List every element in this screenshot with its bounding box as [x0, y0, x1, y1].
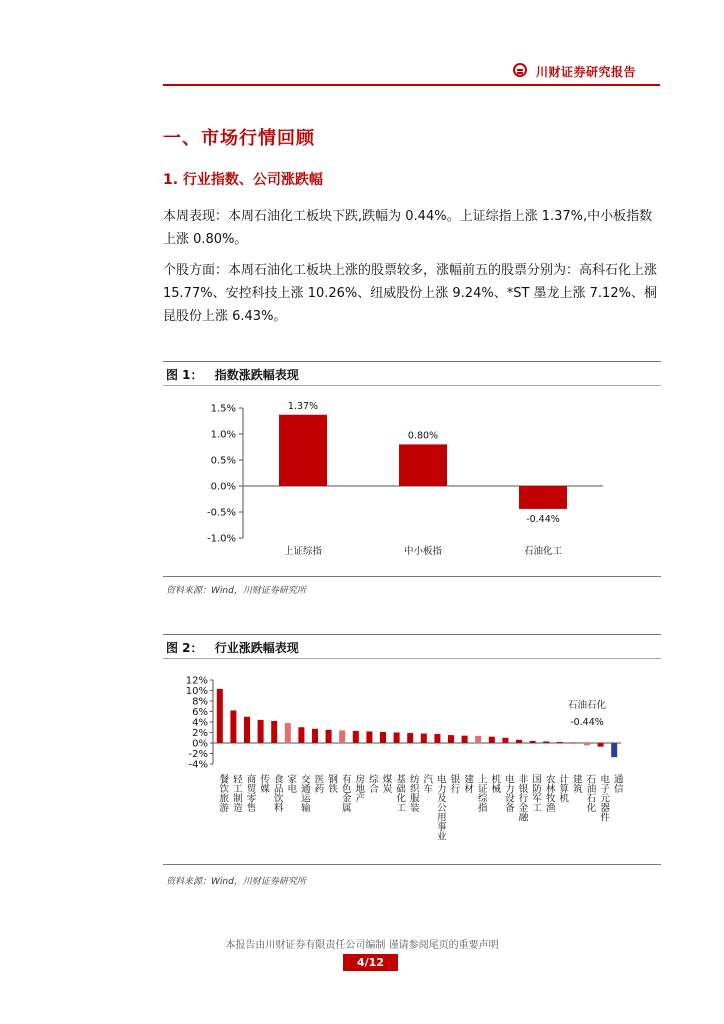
category-label: 医药	[312, 774, 324, 793]
category-label: 建材	[462, 774, 474, 793]
figure1-bottom-rule	[163, 576, 661, 577]
bar-有色金属	[339, 730, 345, 743]
bar-上证综指	[475, 736, 481, 743]
y-tick-label: -2%	[188, 749, 208, 760]
y-tick-label: 1.5%	[210, 403, 236, 415]
category-label: 商贸零售	[244, 774, 256, 812]
category-label: 上证综指	[283, 546, 323, 557]
y-tick-label: 0.0%	[210, 481, 236, 493]
category-label: 电力及公用事业	[434, 774, 446, 841]
bar-中小板指	[399, 444, 447, 486]
annotation-value: -0.44%	[570, 717, 604, 728]
category-label: 汽车	[421, 774, 433, 793]
figure1-top-rule	[163, 361, 661, 362]
figure1-chart	[163, 388, 661, 573]
figure1-source: 资料来源：Wind，川财证券研究所	[166, 586, 306, 596]
category-label: 房地产	[353, 774, 365, 803]
figure1-label: 图 1：	[166, 368, 203, 382]
footer-disclaimer: 本报告由川财证券有限责任公司编制 谨请参阅尾页的重要声明	[225, 940, 499, 951]
figure2-title-rule	[163, 658, 661, 659]
figure2-label: 图 2：	[166, 641, 203, 655]
bar-电力及公用事业	[434, 734, 440, 743]
figure1-caption	[166, 366, 299, 383]
y-tick-label: 2%	[192, 728, 208, 739]
bar-石油石化	[584, 743, 590, 745]
bar-钢铁	[326, 730, 332, 743]
paragraph-weekly-performance: 本周表现：本周石油化工板块下跌,跌幅为 0.44%。上证综指上涨 1.37%,中小板指数上涨 0.80%。	[163, 209, 653, 247]
y-tick-label: 8%	[192, 696, 208, 708]
category-label: 餐饮旅游	[217, 774, 229, 812]
bar-石油化工	[519, 486, 567, 509]
data-label: 0.80%	[407, 430, 439, 442]
bar-电子元器件	[598, 743, 604, 747]
subsection-title: 1. 行业指数、公司涨跌幅	[163, 172, 323, 188]
bar-轻工制造	[230, 710, 236, 743]
bar-机械	[489, 737, 495, 743]
category-label: 交通运输	[298, 774, 310, 812]
category-label: 钢铁	[326, 774, 338, 793]
y-tick-label: 0%	[192, 738, 208, 750]
category-label: 有色金属	[339, 774, 351, 812]
bar-医药	[312, 729, 318, 743]
bar-基础化工	[394, 733, 400, 744]
header-brand: 川财证券研究报告	[536, 65, 637, 79]
header-divider	[163, 84, 660, 86]
figure2-bottom-rule	[163, 864, 661, 865]
y-tick-label: -1.0%	[206, 533, 236, 545]
category-label: 轻工制造	[230, 774, 242, 812]
category-label: 石油化工	[523, 546, 563, 557]
bar-计算机	[557, 742, 563, 743]
section-title: 一、市场行情回顾	[163, 128, 315, 149]
figure1-title-rule	[163, 385, 661, 386]
category-label: 农林牧渔	[543, 774, 555, 812]
category-label: 基础化工	[394, 774, 406, 812]
category-label: 传媒	[258, 774, 270, 793]
bar-交通运输	[298, 727, 304, 743]
category-label: 中小板指	[403, 546, 443, 557]
paragraph-stock-performance: 个股方面：本周石油化工板块上涨的股票较多，涨幅前五的股票分别为：高科石化上涨 15.77%、安控科技上涨 10.26%、纽威股份上涨 9.24%、*ST 墨龙上涨 7.12%、桐昆股份上涨 6.43%。	[163, 263, 658, 324]
category-label: 纺织服装	[407, 774, 419, 812]
y-tick-label: 1.0%	[210, 429, 236, 441]
category-label: 机械	[489, 774, 501, 793]
category-label: 银行	[448, 774, 460, 793]
bar-国防军工	[530, 741, 536, 743]
figure2-top-rule	[163, 634, 661, 635]
y-tick-label: 12%	[185, 675, 208, 687]
figure1-title: 指数涨跌幅表现	[214, 368, 299, 382]
bar-电力设备	[502, 738, 508, 743]
figure2-caption	[166, 639, 299, 656]
bar-商贸零售	[244, 717, 250, 743]
y-tick-label: 6%	[192, 707, 208, 718]
bar-建材	[462, 736, 468, 743]
category-label: 煤炭	[380, 774, 392, 793]
category-label: 食品饮料	[271, 774, 283, 812]
data-label: 1.37%	[287, 400, 319, 412]
category-label: 计算机	[557, 774, 569, 803]
category-label: 综合	[366, 774, 378, 793]
category-label: 电力设备	[502, 774, 514, 812]
y-tick-label: 0.5%	[210, 455, 236, 467]
category-label: 石油石化	[584, 774, 596, 812]
bar-餐饮旅游	[217, 689, 223, 743]
category-label: 通信	[611, 774, 623, 793]
bar-家电	[285, 723, 291, 743]
category-label: 国防军工	[530, 774, 542, 812]
bar-非银行金融	[516, 740, 522, 743]
y-tick-label: -0.5%	[206, 507, 236, 519]
page-number: 4/12	[343, 954, 398, 971]
bar-纺织服装	[407, 733, 413, 743]
annotation-label: 石油石化	[567, 700, 607, 711]
bar-建筑	[570, 742, 576, 743]
figure2-source: 资料来源：Wind，川财证券研究所	[166, 877, 306, 887]
data-label: -0.44%	[526, 513, 560, 525]
bar-农林牧渔	[543, 741, 549, 743]
y-tick-label: 10%	[185, 686, 208, 697]
category-label: 建筑	[570, 774, 582, 793]
y-tick-label: 4%	[192, 717, 208, 729]
category-label: 上证综指	[475, 774, 487, 812]
y-tick-label: -4%	[188, 759, 208, 771]
figure2-title: 行业涨跌幅表现	[214, 641, 299, 655]
category-label: 电子元器件	[598, 774, 610, 822]
bar-通信	[611, 743, 617, 757]
bar-银行	[448, 735, 454, 743]
bar-房地产	[353, 731, 359, 743]
bar-煤炭	[380, 732, 386, 743]
figure2-chart	[163, 662, 661, 860]
bar-上证综指	[279, 415, 327, 486]
brand-logo-icon	[513, 63, 527, 77]
bar-综合	[366, 731, 372, 743]
category-label: 非银行金融	[516, 774, 528, 822]
bar-传媒	[258, 720, 264, 743]
bar-汽车	[421, 734, 427, 743]
category-label: 家电	[285, 774, 297, 793]
bar-食品饮料	[271, 721, 277, 743]
